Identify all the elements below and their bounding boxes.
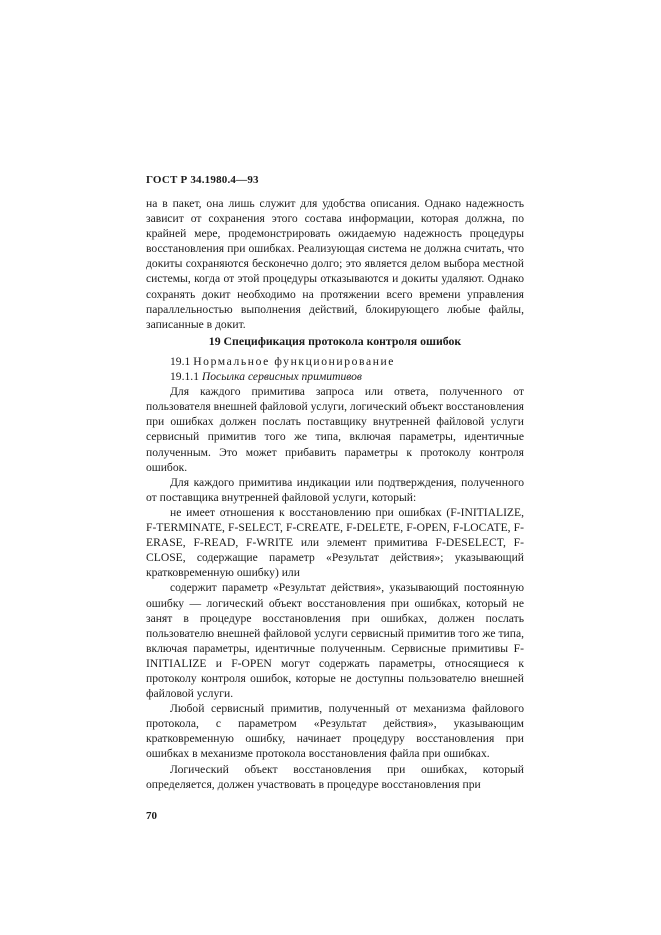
subsubsection-heading — [146, 369, 524, 384]
body-paragraph: Для каждого примитива запроса или ответа, полученного от пользователя внешней файловой услуги, логический объект восстановления при ошибках должен послать поставщику внутренней файловой услуги сервисный примитив того же типа, включая параметры, идентичные полученным. Это может прибавить параметры к протоколу контроля ошибок. — [146, 385, 524, 474]
section-heading: 19 Спецификация протокола контроля ошибок — [208, 334, 462, 348]
page-number: 70 — [146, 810, 157, 822]
subsection-number: 19.1 — [170, 355, 191, 368]
body-paragraph: Любой сервисный примитив, полученный от механизма файлового протокола, с параметром «Результат действия», указывающим кратковременную ошибку, начинает процедуру восстановления при ошибках в механизме протокола восстановления файла при ошибках. — [146, 702, 524, 761]
body-paragraph: Для каждого примитива индикации или подтверждения, полученного от поставщика внутренней файловой услуги, который: — [146, 475, 524, 504]
intro-block — [146, 196, 524, 332]
body-paragraph: содержит параметр «Результат действия», указывающий постоянную ошибку — логический объект восстановления при ошибках, который не занят в процедуре восстановления при ошибках, должен послать пользователю внешней файловой услуги сервисный примитив того же типа, включая параметры, идентичные полученным. Сервисные примитивы F-INITIALIZE и F-OPEN могут содержать параметры, относящиеся к протоколу контроля ошибок, которые не доступны пользователю внешней файловой услуги. — [146, 581, 524, 701]
intro-paragraph: на в пакет, она лишь служит для удобства описания. Однако надежность зависит от сохранения этого состава информации, которая должна, по крайней мере, продемонстрировать ожидаемую надежность процедуры восстановления при ошибках. Реализующая система не должна считать, что докиты сохраняются бесконечно долго; это является делом выбора местной системы, когда от этой процедуры отказываются и докиты удаляют. Однако сохранять докит необходимо на протяжении всего времени управления параллельностью выполнения действий, блокирующего любые файлы, записанные в докит. — [146, 197, 524, 331]
body-block — [146, 354, 524, 792]
subsubsection-number: 19.1.1 — [170, 370, 199, 384]
subsection-heading — [146, 354, 524, 369]
subsubsection-title: Посылка сервисных примитивов — [201, 370, 362, 384]
running-header: ГОСТ Р 34.1980.4—93 — [146, 174, 259, 186]
subsection-title: Нормальное функционирование — [193, 355, 396, 368]
body-paragraph: не имеет отношения к восстановлению при ошибках (F-INITIALIZE, F-TERMINATE, F-SELECT, F-CREATE, F-DELETE, F-OPEN, F-LOCATE, F-ERASE, F-READ, F-WRITE или элемент примитива F-DESELECT, F-CLOSE, содержащие параметр «Результат действия»; указывающий кратковременную ошибку) или — [146, 505, 524, 580]
body-paragraph: Логический объект восстановления при ошибках, который определяется, должен участвовать в процедуре восстановления при — [146, 762, 524, 791]
